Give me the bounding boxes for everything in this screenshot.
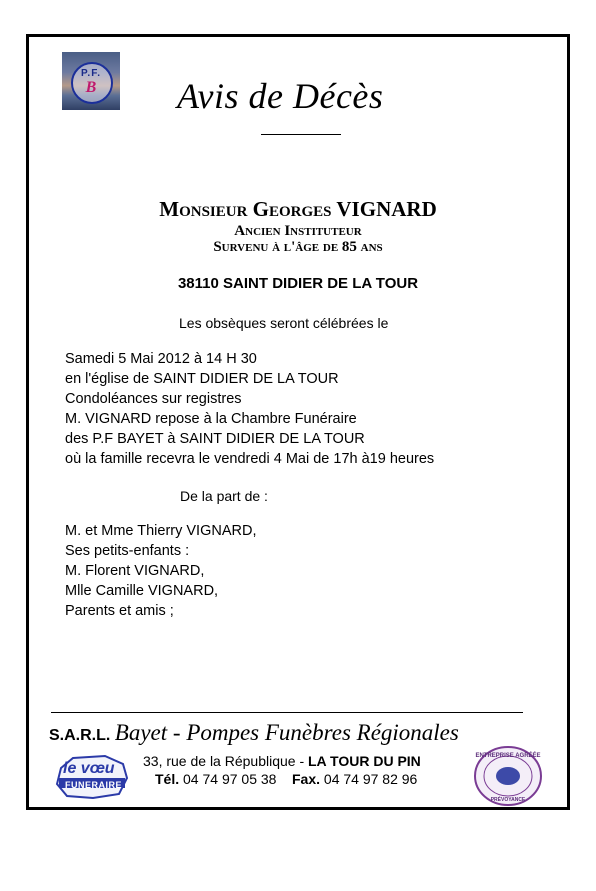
from-label: De la part de : bbox=[180, 488, 268, 504]
funeral-intro: Les obsèques seront célébrées le bbox=[179, 315, 389, 331]
le-voeu-funeraire-logo bbox=[53, 754, 131, 800]
notice-title: Avis de Décès bbox=[177, 76, 384, 116]
fax-label: Fax. bbox=[292, 771, 321, 787]
logo-initials: P.F. bbox=[81, 68, 101, 79]
family-line: Parents et amis ; bbox=[65, 603, 174, 619]
detail-line: en l'église de SAINT DIDIER DE LA TOUR bbox=[65, 371, 339, 387]
company-phones bbox=[155, 771, 417, 787]
company-line bbox=[49, 720, 459, 746]
deceased-profession: Ancien Instituteur bbox=[234, 223, 362, 239]
family-line: Ses petits-enfants : bbox=[65, 543, 190, 559]
detail-line: des P.F BAYET à SAINT DIDIER DE LA TOUR bbox=[65, 431, 365, 447]
company-name: Bayet - Pompes Funèbres Régionales bbox=[114, 720, 459, 745]
notice-frame bbox=[26, 34, 570, 810]
funeraire-text: FUNERAIRE bbox=[65, 780, 123, 790]
family-line: M. et Mme Thierry VIGNARD, bbox=[65, 523, 257, 539]
detail-line: Condoléances sur registres bbox=[65, 391, 242, 407]
footer-divider bbox=[51, 712, 523, 713]
entreprise-agreee-seal-icon bbox=[473, 745, 543, 807]
title-divider bbox=[261, 134, 341, 135]
address-street: 33, rue de la République - bbox=[143, 753, 308, 769]
funeral-details bbox=[65, 349, 434, 469]
seal-top-text: ENTREPRISE AGRÉÉE bbox=[475, 753, 541, 759]
deceased-age: Survenu à l'âge de 85 ans bbox=[213, 239, 383, 255]
detail-line: où la famille recevra le vendredi 4 Mai de 17h à19 heures bbox=[65, 451, 435, 467]
le-voeu-text: le vœu bbox=[63, 760, 115, 777]
family-list bbox=[65, 521, 256, 621]
company-prefix: S.A.R.L. bbox=[49, 727, 111, 744]
tel-number: 04 74 97 05 38 bbox=[183, 771, 277, 787]
seal-bottom-text: PRÉVOYANCE bbox=[490, 797, 526, 803]
detail-line: M. VIGNARD repose à la Chambre Funéraire bbox=[65, 411, 357, 427]
detail-line: Samedi 5 Mai 2012 à 14 H 30 bbox=[65, 351, 257, 367]
deceased-town: 38110 SAINT DIDIER DE LA TOUR bbox=[177, 275, 419, 292]
tel-label: Tél. bbox=[155, 771, 180, 787]
logo-letter: B bbox=[85, 79, 97, 96]
fax-number: 04 74 97 82 96 bbox=[323, 771, 418, 787]
pf-bayet-logo bbox=[62, 52, 120, 110]
family-line: Mlle Camille VIGNARD, bbox=[65, 583, 219, 599]
deceased-name: Monsieur Georges VIGNARD bbox=[159, 197, 437, 221]
company-address bbox=[143, 753, 421, 769]
address-city: LA TOUR DU PIN bbox=[308, 753, 421, 769]
family-line: M. Florent VIGNARD, bbox=[65, 563, 205, 579]
